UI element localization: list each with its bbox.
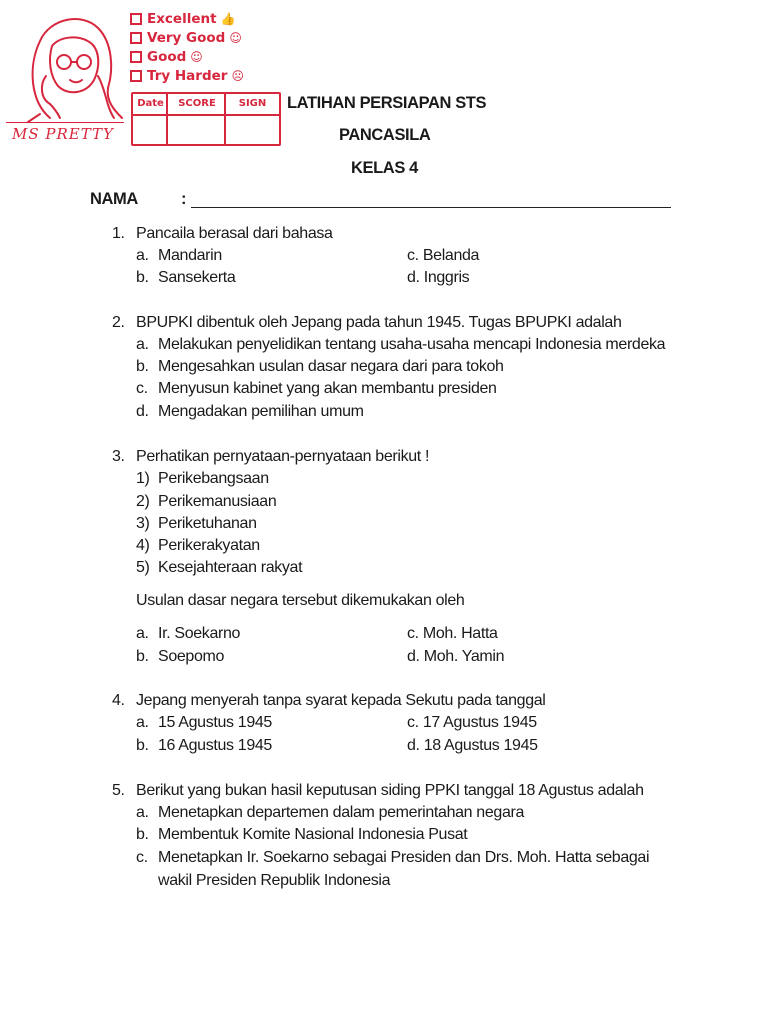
- class-title: KELAS 4: [351, 159, 418, 177]
- item-key: 1): [136, 470, 150, 487]
- item-text: Perikemanusiaan: [158, 493, 277, 510]
- option-text-continued: wakil Presiden Republik Indonesia: [158, 872, 391, 889]
- option-text: Soepomo: [158, 648, 225, 665]
- option-text: Mengesahkan usulan dasar negara dari para tokoh: [158, 358, 504, 375]
- question-number: 3.: [112, 448, 125, 465]
- option-key: c.: [136, 849, 148, 866]
- smile-icon: ☺: [190, 50, 203, 64]
- item-key: 5): [136, 559, 150, 576]
- check-excellent: Excellent 👍: [130, 10, 236, 28]
- option-key: b.: [136, 737, 149, 754]
- teacher-stamp: [6, 4, 281, 146]
- item-text: Perikerakyatan: [158, 537, 260, 554]
- score-table: [131, 92, 281, 146]
- option-text: d. Inggris: [407, 269, 470, 286]
- option-text: d. 18 Agustus 1945: [407, 737, 538, 754]
- name-colon: :: [181, 190, 187, 208]
- item-key: 3): [136, 515, 150, 532]
- option-key: b.: [136, 826, 149, 843]
- option-key: a.: [136, 247, 149, 264]
- date-header: Date: [137, 98, 164, 109]
- option-text: Ir. Soekarno: [158, 625, 241, 642]
- check-try-harder: Try Harder ☹: [130, 67, 244, 85]
- option-key: a.: [136, 714, 149, 731]
- option-text: c. Moh. Hatta: [407, 625, 498, 642]
- option-text: 15 Agustus 1945: [158, 714, 272, 731]
- option-text: Mengadakan pemilihan umum: [158, 403, 364, 420]
- question-text: Jepang menyerah tanpa syarat kepada Sekutu pada tanggal: [136, 692, 546, 709]
- item-text: Kesejahteraan rakyat: [158, 559, 303, 576]
- option-key: a.: [136, 625, 149, 642]
- option-key: b.: [136, 269, 149, 286]
- item-text: Perikebangsaan: [158, 470, 269, 487]
- question-followup: Usulan dasar negara tersebut dikemukakan oleh: [136, 592, 465, 609]
- item-key: 2): [136, 493, 150, 510]
- question-number: 2.: [112, 314, 125, 331]
- smile-icon: ☺: [229, 31, 242, 45]
- frown-icon: ☹: [231, 69, 244, 83]
- check-very-good: Very Good ☺: [130, 29, 242, 47]
- option-text: d. Moh. Yamin: [407, 648, 505, 665]
- question-number: 5.: [112, 782, 125, 799]
- question-text: BPUPKI dibentuk oleh Jepang pada tahun 1945. Tugas BPUPKI adalah: [136, 314, 622, 331]
- option-key: a.: [136, 804, 149, 821]
- question-text: Berikut yang bukan hasil keputusan siding PPKI tanggal 18 Agustus adalah: [136, 782, 644, 799]
- thumbs-up-icon: 👍: [220, 12, 236, 26]
- option-text: Melakukan penyelidikan tentang usaha-usaha mencapi Indonesia merdeka: [158, 336, 666, 353]
- sign-header: SIGN: [238, 98, 267, 109]
- option-text: Menetapkan departemen dalam pemerintahan negara: [158, 804, 525, 821]
- worksheet-title: LATIHAN PERSIAPAN STS: [287, 94, 487, 112]
- brand-divider: [6, 122, 124, 123]
- name-label: NAMA: [90, 190, 138, 208]
- option-key: c.: [136, 380, 148, 397]
- question-text: Perhatikan pernyataan-pernyataan berikut !: [136, 448, 430, 465]
- question-number: 4.: [112, 692, 125, 709]
- brand-label: MS PRETTY: [12, 125, 114, 143]
- option-key: b.: [136, 648, 149, 665]
- option-text: 16 Agustus 1945: [158, 737, 272, 754]
- checkbox-icon: [130, 70, 142, 82]
- option-key: b.: [136, 358, 149, 375]
- option-key: a.: [136, 336, 149, 353]
- question-number: 1.: [112, 225, 125, 242]
- item-text: Periketuhanan: [158, 515, 257, 532]
- checkbox-icon: [130, 13, 142, 25]
- option-text: c. Belanda: [407, 247, 480, 264]
- option-text: Mandarin: [158, 247, 222, 264]
- option-text: Menyusun kabinet yang akan membantu presiden: [158, 380, 497, 397]
- option-text: Menetapkan Ir. Soekarno sebagai Presiden dan Drs. Moh. Hatta sebagai: [158, 849, 650, 866]
- checkbox-icon: [130, 51, 142, 63]
- option-text: Membentuk Komite Nasional Indonesia Pusat: [158, 826, 468, 843]
- score-header: SCORE: [178, 98, 216, 109]
- subject-title: PANCASILA: [339, 126, 431, 144]
- option-text: c. 17 Agustus 1945: [407, 714, 537, 731]
- question-text: Pancaila berasal dari bahasa: [136, 225, 333, 242]
- hijab-girl-illustration: [10, 6, 130, 126]
- option-text: Sansekerta: [158, 269, 236, 286]
- check-good: Good ☺: [130, 48, 203, 66]
- name-input-line[interactable]: [191, 207, 671, 208]
- item-key: 4): [136, 537, 150, 554]
- checkbox-icon: [130, 32, 142, 44]
- option-key: d.: [136, 403, 149, 420]
